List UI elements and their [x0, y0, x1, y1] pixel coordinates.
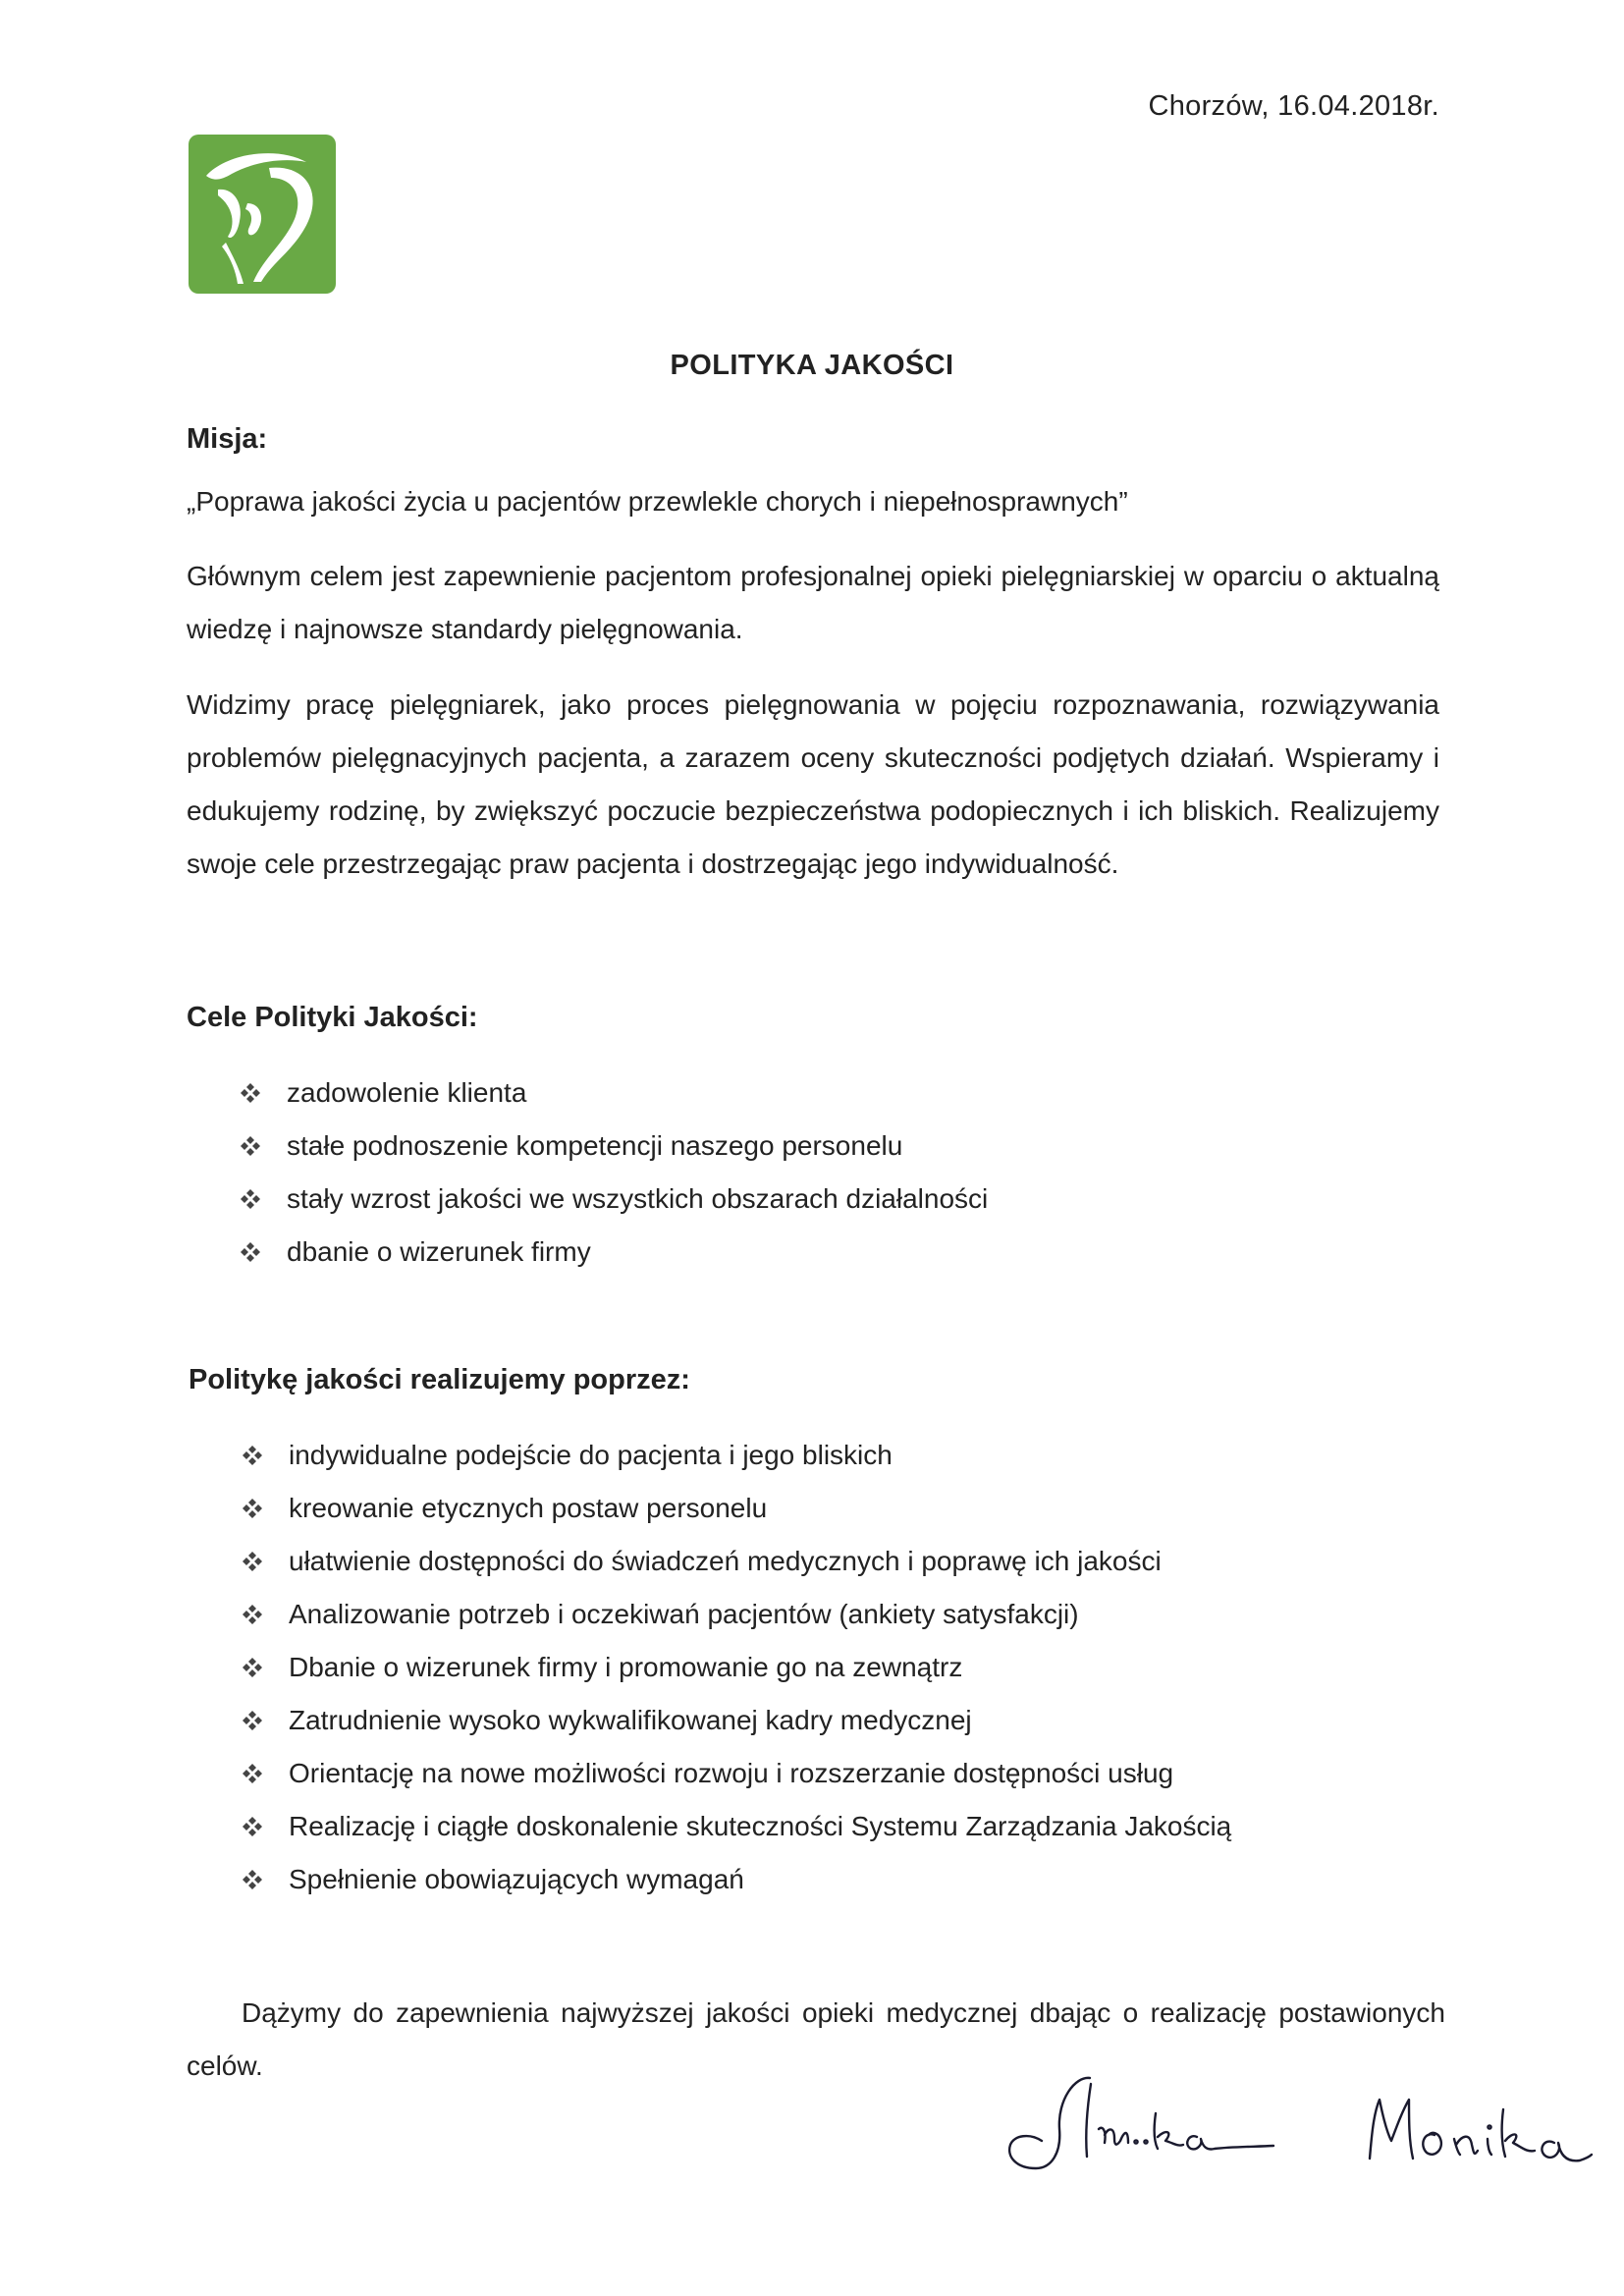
diamond-bullet-icon [242, 1710, 263, 1731]
list-item-text: dbanie o wizerunek firmy [287, 1236, 591, 1267]
list-item-text: Spełnienie obowiązujących wymagań [289, 1864, 744, 1894]
list-item [242, 1853, 1231, 1906]
mission-heading: Misja: [187, 423, 268, 455]
list-item-text: ułatwienie dostępności do świadczeń medycznych i poprawę ich jakości [289, 1546, 1162, 1576]
list-item [242, 1588, 1231, 1641]
list-item-text: Realizację i ciągłe doskonalenie skuteczności Systemu Zarządzania Jakością [289, 1811, 1232, 1841]
implementation-list [242, 1429, 1231, 1906]
list-item-text: Zatrudnienie wysoko wykwalifikowanej kadry medycznej [289, 1705, 972, 1735]
list-item [240, 1173, 988, 1226]
list-item [242, 1747, 1231, 1800]
list-item-text: indywidualne podejście do pacjenta i jego bliskich [289, 1440, 893, 1470]
diamond-bullet-icon [240, 1241, 261, 1263]
list-item [242, 1535, 1231, 1588]
list-item [242, 1641, 1231, 1694]
diamond-bullet-icon [242, 1816, 263, 1837]
document-date: Chorzów, 16.04.2018r. [1148, 90, 1439, 122]
list-item-text: stałe podnoszenie kompetencji naszego personelu [287, 1130, 903, 1161]
list-item [242, 1694, 1231, 1747]
list-item-text: Analizowanie potrzeb i oczekiwań pacjentów (ankiety satysfakcji) [289, 1599, 1079, 1629]
implementation-heading: Politykę jakości realizujemy poprzez: [189, 1364, 690, 1395]
list-item-text: Orientację na nowe możliwości rozwoju i rozszerzanie dostępności usług [289, 1758, 1174, 1788]
diamond-bullet-icon [242, 1604, 263, 1625]
goals-list [240, 1066, 988, 1279]
goals-heading: Cele Polityki Jakości: [187, 1002, 478, 1033]
diamond-bullet-icon [240, 1188, 261, 1210]
list-item [242, 1800, 1231, 1853]
diamond-bullet-icon [242, 1498, 263, 1519]
diamond-bullet-icon [242, 1869, 263, 1890]
closing-paragraph: Dążymy do zapewnienia najwyższej jakości opieki medycznej dbając o realizację postawionych celów. [187, 1997, 1445, 2081]
list-item-text: stały wzrost jakości we wszystkich obszarach działalności [287, 1183, 989, 1214]
mission-quote: „Poprawa jakości życia u pacjentów przewlekle chorych i niepełnosprawnych” [187, 486, 1128, 517]
list-item-text: Dbanie o wizerunek firmy i promowanie go na zewnątrz [289, 1652, 963, 1682]
mission-paragraph-1: Głównym celem jest zapewnienie pacjentom profesjonalnej opieki pielęgniarskiej w oparciu o aktualną wiedzę i najnowsze standardy pielęgnowania. [187, 561, 1439, 644]
calla-lily-logo-icon [189, 135, 336, 294]
list-item [242, 1482, 1231, 1535]
diamond-bullet-icon [240, 1082, 261, 1104]
diamond-bullet-icon [240, 1135, 261, 1157]
list-item-text: kreowanie etycznych postaw personelu [289, 1493, 768, 1523]
list-item [240, 1120, 988, 1173]
page-title: POLITYKA JAKOŚCI [670, 350, 954, 381]
diamond-bullet-icon [242, 1445, 263, 1466]
list-item-text: zadowolenie klienta [287, 1077, 527, 1108]
mission-paragraph-2: Widzimy pracę pielęgniarek, jako proces pielęgnowania w pojęciu rozpoznawania, rozwiązywania problemów pielęgnacyjnych pacjenta, a zarazem oceny skuteczności podjętych działań. Wspieramy i edukujemy rodzinę, by zwiększyć poczucie bezpieczeństwa podopiecznych i ich bliskich. Realizujemy swoje cele przestrzegając praw pacjenta i dostrzegając jego indywidualność. [187, 689, 1439, 879]
list-item [240, 1226, 988, 1279]
diamond-bullet-icon [242, 1763, 263, 1784]
diamond-bullet-icon [242, 1551, 263, 1572]
list-item [240, 1066, 988, 1120]
list-item [242, 1429, 1231, 1482]
handwritten-signature [997, 2070, 1596, 2178]
diamond-bullet-icon [242, 1657, 263, 1678]
